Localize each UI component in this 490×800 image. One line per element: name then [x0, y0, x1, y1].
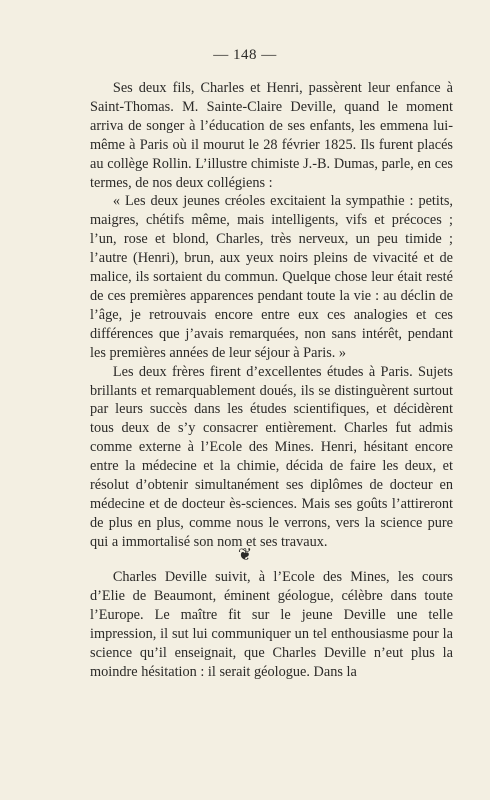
paragraph-studies: Les deux frères firent d’excellentes études à Paris. Sujets brillants et remarquablement doués, ils se distinguèrent surtout par leurs succès dans les études scientifiques, et décidèrent tous deux de s’y consacrer entièrement. Charles fut admis comme externe à l’Ecole des Mines. Henri, hésitant encore entre la médecine et la chimie, décida de faire les deux, et résolut d’obtenir simultanément ses diplômes de docteur en médecine et de docteur ès-sciences. Mais ses goûts l’attireront de plus en plus, comme nous le verrons, vers la science pure qui a immortalisé son nom et ses travaux. [90, 363, 453, 550]
paragraph-family-childhood: Ses deux fils, Charles et Henri, passèrent leur enfance à Saint-Thomas. M. Sainte-Claire Deville, quand le moment arriva de songer à l’éducation de ses enfants, les emmena lui-même à Paris où il mourut le 28 février 1825. Ils furent placés au collège Rollin. L’illustre chimiste J.-B. Dumas, parle, en ces termes, de nos deux collégiens : [90, 80, 453, 191]
paragraph-ecole-des-mines: Charles Deville suivit, à l’Ecole des Mines, les cours d’Elie de Beaumont, éminent géologue, célèbre dans toute l’Europe. Le maître fit sur le jeune Deville une telle impression, il sut lui communiquer un tel enthousiasme pour la science qu’il enseignait, que Charles Deville n’eut plus la moindre hésitation : il serait géologue. Dans la [90, 569, 453, 680]
paragraph-dumas-quote: « Les deux jeunes créoles excitaient la sympathie : petits, maigres, chétifs même, mais intelligents, vifs et précoces ; l’un, rose et blond, Charles, très nerveux, un peu timide ; l’autre (Henri), brun, aux yeux noirs pleins de vivacité et de malice, ils sortaient du commun. Quelque chose leur était resté de ces premières apparences pendant toute la vie : au déclin de l’âge, je retrouvais encore entre eux ces analogies et ces différences que j’avais remarquées, non sans intérêt, pendant les premières années de leur séjour à Paris. » [90, 193, 453, 361]
fleuron-icon: ❦ [237, 545, 253, 564]
text-section-lower [90, 568, 453, 681]
text-section-upper [90, 79, 453, 552]
page-number: — 148 — [213, 47, 277, 63]
